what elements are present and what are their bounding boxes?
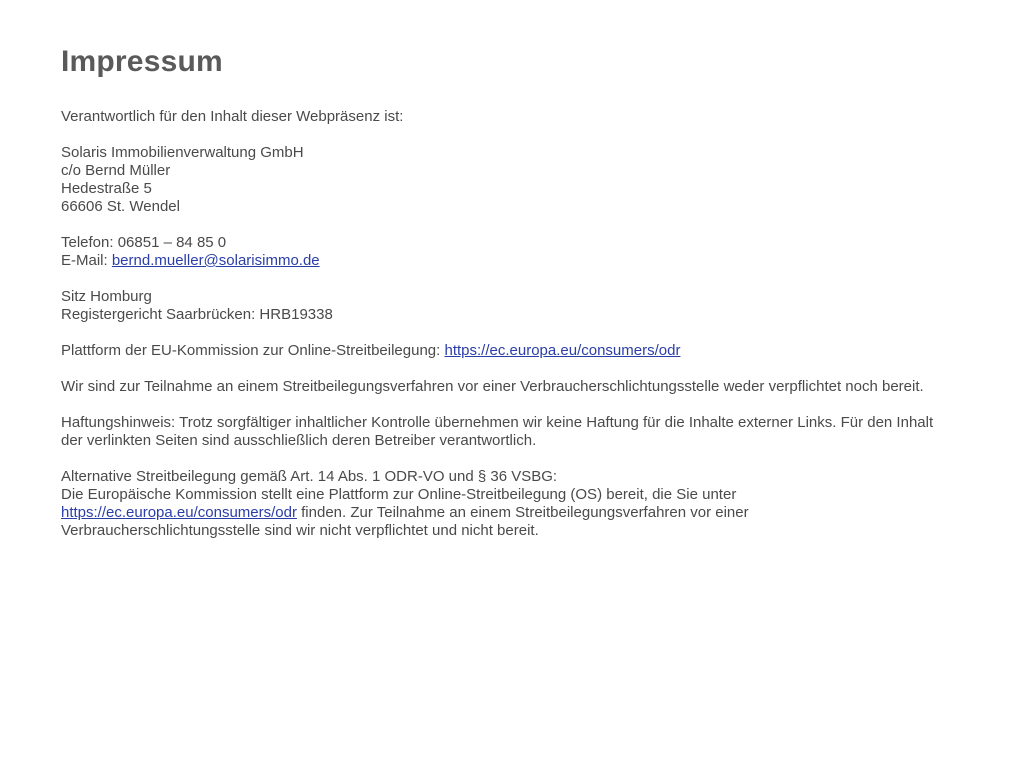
email-link[interactable]: bernd.mueller@solarisimmo.de <box>111 252 320 269</box>
company-seat: Sitz Homburg <box>61 288 152 305</box>
address-block <box>61 144 951 216</box>
street-line: Hedestraße 5 <box>61 180 152 197</box>
alternative-dispute-text-after: finden. Zur Teilnahme an einem Streitbeilegungsverfahren vor einer Verbraucherschlichtungsstelle sind wir nicht verpflichtet und nicht bereit. <box>61 504 749 539</box>
registry-court: Registergericht Saarbrücken: HRB19338 <box>61 306 333 323</box>
arbitration-notice: Wir sind zur Teilnahme an einem Streitbeilegungsverfahren vor einer Verbraucherschlichtungsstelle weder verpflichtet noch bereit. <box>61 378 924 395</box>
phone-line: Telefon: 06851 – 84 85 0 <box>61 234 227 251</box>
odr-platform-link[interactable]: https://ec.europa.eu/consumers/odr <box>444 342 681 359</box>
alternative-dispute-link[interactable]: https://ec.europa.eu/consumers/odr <box>61 504 297 521</box>
care-of-line: c/o Bernd Müller <box>61 162 171 179</box>
contact-block <box>61 234 951 270</box>
registry-block <box>61 288 951 324</box>
city-line: 66606 St. Wendel <box>61 198 180 215</box>
alternative-dispute-block <box>61 468 951 540</box>
email-line <box>61 252 951 270</box>
liability-notice: Haftungshinweis: Trotz sorgfältiger inhaltlicher Kontrolle übernehmen wir keine Haftung für die Inhalte externer Links. Für den Inhalt der verlinkten Seiten sind ausschließlich deren Betreiber verantwortlich. <box>61 414 934 449</box>
intro-paragraph: Verantwortlich für den Inhalt dieser Webpräsenz ist: <box>61 108 404 125</box>
odr-platform-line <box>61 342 951 360</box>
alternative-dispute-text-before: Die Europäische Kommission stellt eine Plattform zur Online-Streitbeilegung (OS) bereit, die Sie unter <box>61 486 737 503</box>
email-label: E-Mail: <box>61 252 112 269</box>
page-title: Impressum <box>61 45 223 78</box>
company-name: Solaris Immobilienverwaltung GmbH <box>61 144 304 161</box>
odr-platform-label: Plattform der EU-Kommission zur Online-Streitbeilegung: <box>61 342 445 359</box>
alternative-dispute-heading: Alternative Streitbeilegung gemäß Art. 14 Abs. 1 ODR-VO und § 36 VSBG: <box>61 468 558 485</box>
